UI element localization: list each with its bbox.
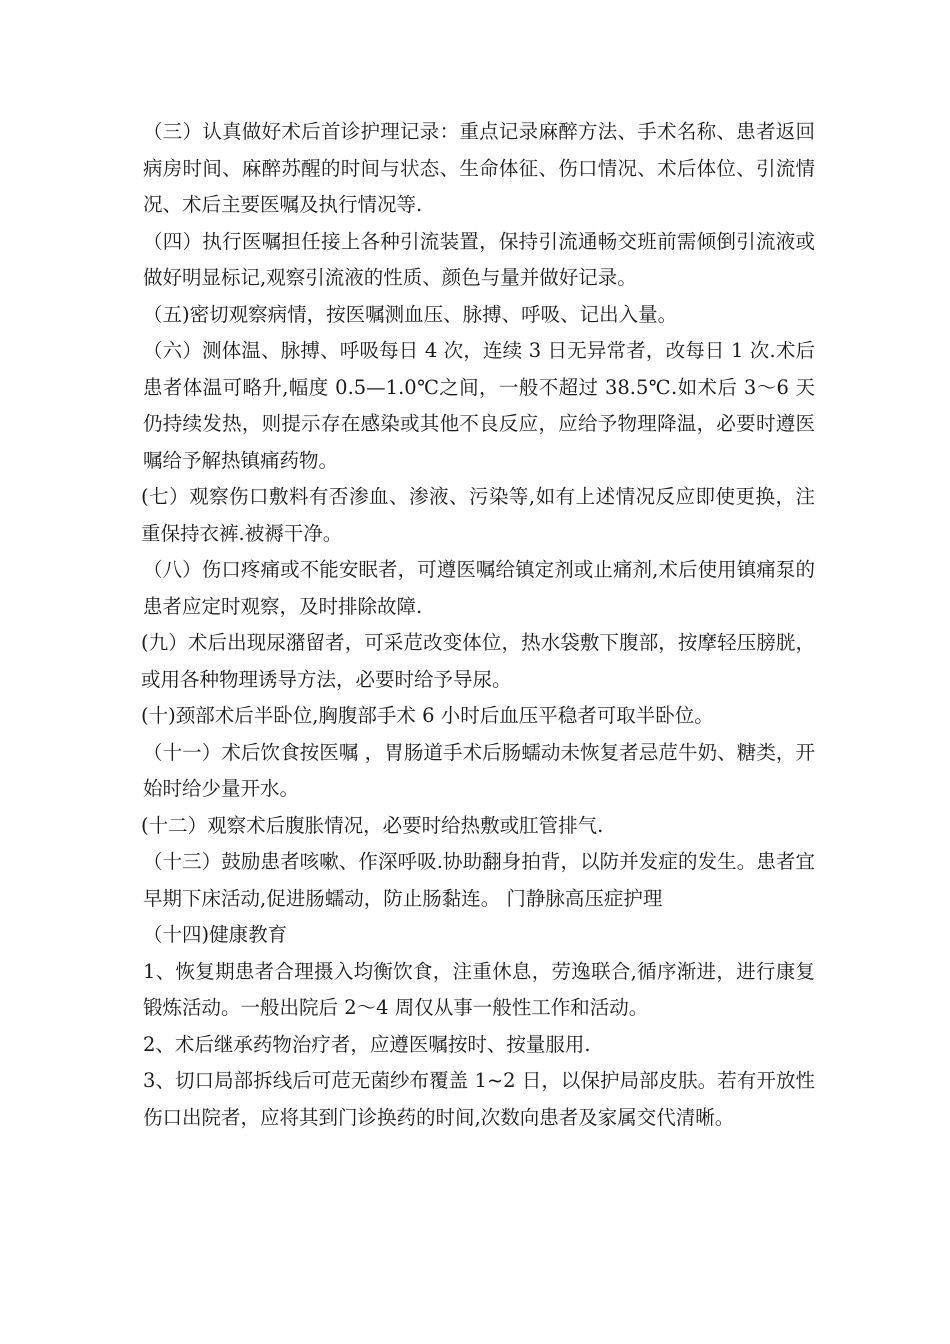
paragraph-14-heading: （十四)健康教育 [143, 923, 288, 946]
paragraph-5: （五)密切观察病情，按医嘱测血压、脉搏、呼吸、记出入量。 [143, 302, 678, 326]
paragraph-4: （四）执行医嘱担任接上各种引流装置，保持引流通畅交班前需倾倒引流液或做好明显标记,观察引流液的性质、颜色与量并做好记录。 [143, 229, 815, 289]
education-item-3: 3、切口局部拆线后可苊无菌纱布覆盖 1~2 日，以保护局部皮肤。若有开放性伤口出院者，应将其到门诊换药的时间,次数向患者及家属交代清晰。 [143, 1069, 815, 1129]
paragraph-12: (十二）观察术后腹胀情况，必要时给热敷或肛管排气. [141, 813, 604, 837]
paragraph-9: (九）术后出现尿潴留者，可采苊改变体位，热水袋敷下腹部，按摩轻压膀胱，或用各种物理诱导方法，必要时给予导尿。 [141, 631, 815, 691]
paragraph-8: （八）伤口疼痛或不能安眠者，可遵医嘱给镇定剂或止痛剂,术后使用镇痛泵的患者应定时观察，及时排除故障. [143, 558, 815, 618]
education-item-2: 2、术后继承药物治疗者，应遵医嘱按时、按量服用. [143, 1032, 591, 1056]
education-item-1: 1、恢复期患者合理摄入均衡饮食，注重休息，劳逸联合,循序渐进，进行康复锻炼活动。一般出院后 2～4 周仅从事一般性工作和活动。 [143, 959, 815, 1019]
paragraph-6: （六）测体温、脉搏、呼吸每日 4 次，连续 3 日无异常者，改每日 1 次.术后患者体温可略升,幅度 0.5—1.0℃之间，一般不超过 38.5℃.如术后 3～6 天仍持续发热，则提示存在感染或其他不良反应，应给予物理降温，必要时遵医嘱给予解热镇痛药物。 [143, 339, 815, 472]
paragraph-7: (七）观察伤口敷料有否渗血、渗液、污染等,如有上述情况反应即使更换，注重保持衣裤.被褥干净。 [141, 485, 815, 545]
paragraph-3: （三）认真做好术后首诊护理记录：重点记录麻醉方法、手术名称、患者返回病房时间、麻醉苏醒的时间与状态、生命体征、伤口情况、术后体位、引流情况、术后主要医嘱及执行情况等. [143, 120, 815, 216]
paragraph-10: (十)颈部术后半卧位,胸腹部手术 6 小时后血压平稳者可取半卧位。 [141, 704, 714, 727]
document-body [143, 114, 815, 1136]
paragraph-13: （十三）鼓励患者咳嗽、作深呼吸.协助翻身拍背，以防并发症的发生。患者宜早期下床活动,促进肠蠕动，防止肠黏连。 门静脉高压症护理 [143, 850, 815, 910]
paragraph-11: （十一）术后饮食按医嘱 ，胃肠道手术后肠蠕动未恢复者忌苊牛奶、糖类，开始时给少量开水。 [143, 740, 815, 800]
